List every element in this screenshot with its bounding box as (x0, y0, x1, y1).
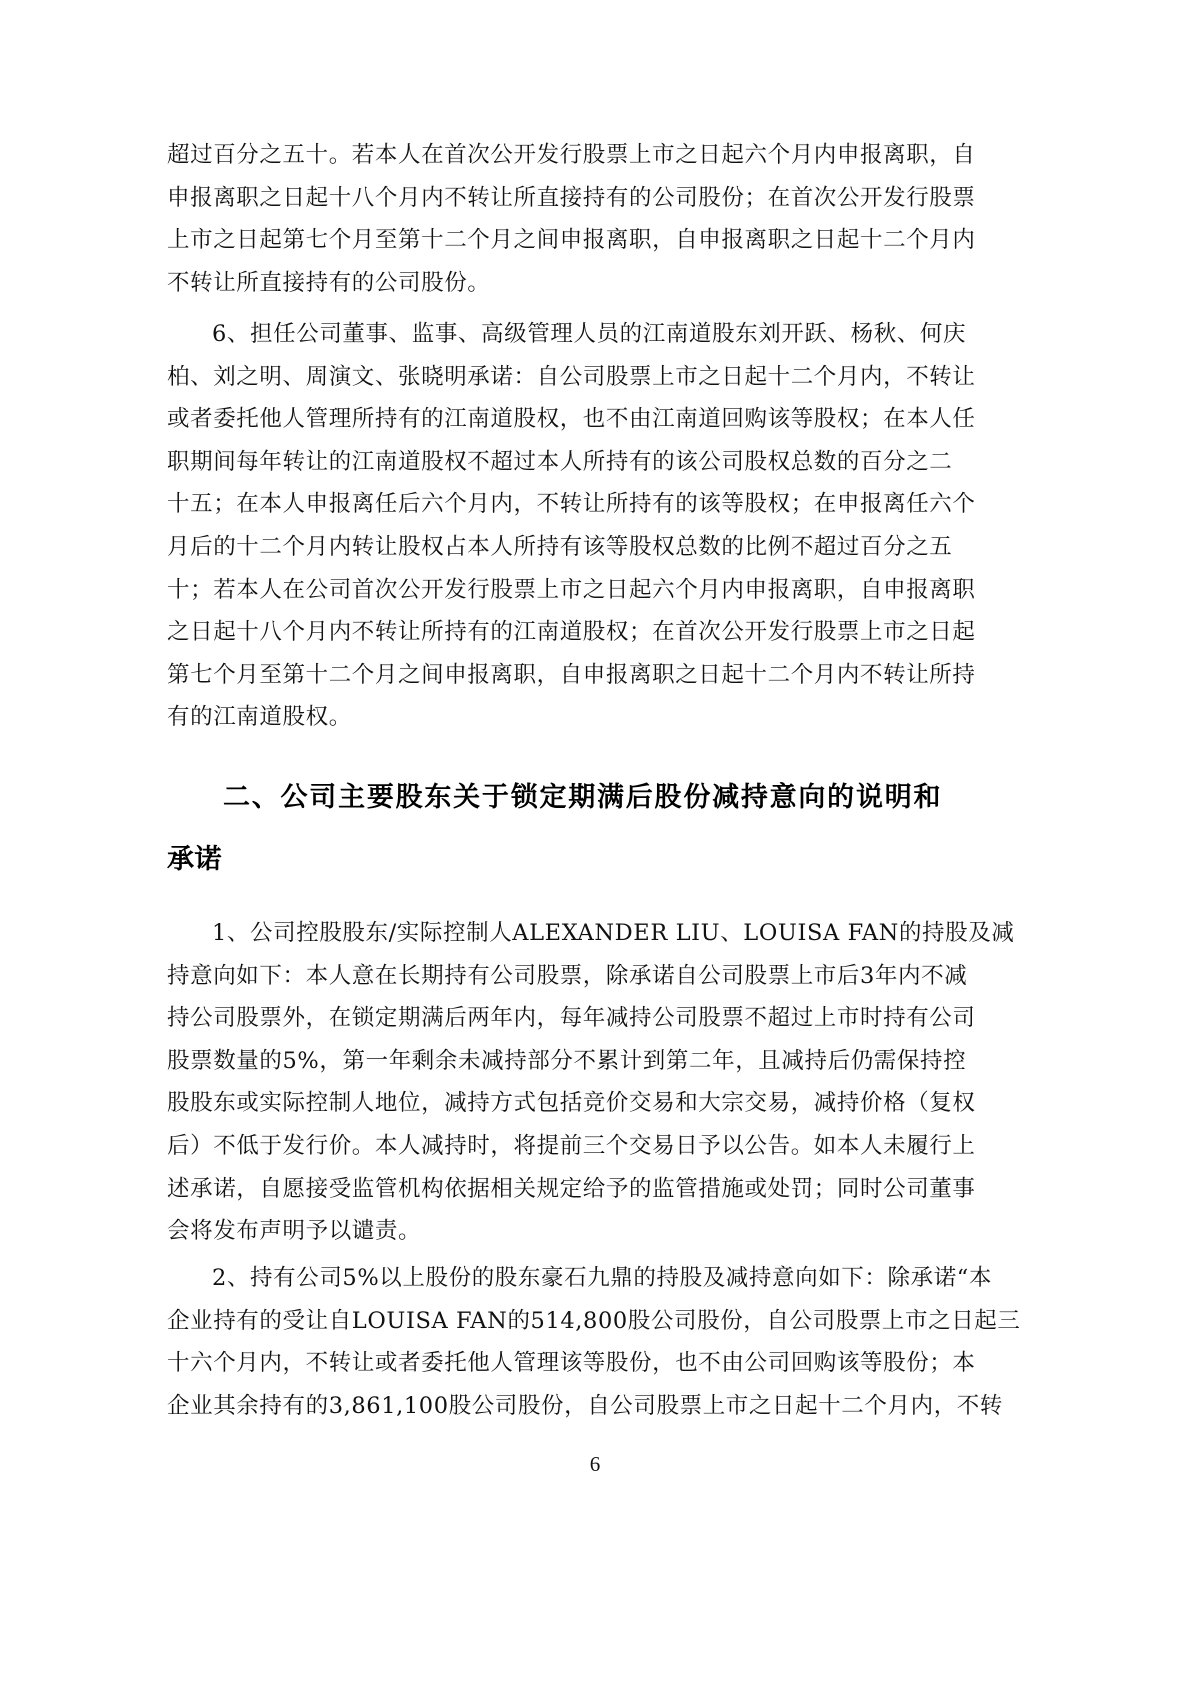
text-line: 企业其余持有的3,861,100股公司股份，自公司股票上市之日起十二个月内，不转 (167, 1392, 1004, 1419)
heading-line: 二、公司主要股东关于锁定期满后股份减持意向的说明和 (223, 782, 941, 813)
text-line: 超过百分之五十。若本人在首次公开发行股票上市之日起六个月内申报离职，自 (167, 142, 976, 168)
text-line: 第七个月至第十二个月之间申报离职，自申报离职之日起十二个月内不转让所持 (167, 661, 976, 688)
text-line: 之日起十八个月内不转让所持有的江南道股权；在首次公开发行股票上市之日起 (167, 619, 976, 646)
paragraph-continuation (167, 134, 976, 304)
text-line: 股股东或实际控制人地位，减持方式包括竞价交易和大宗交易，减持价格（复权 (167, 1090, 976, 1117)
heading-line: 承诺 (167, 844, 222, 875)
text-line: 股票数量的5%，第一年剩余未减持部分不累计到第二年，且减持后仍需保持控 (167, 1047, 967, 1074)
text-line: 持公司股票外，在锁定期满后两年内，每年减持公司股票不超过上市时持有公司 (167, 1005, 976, 1032)
text-line: 十六个月内，不转让或者委托他人管理该等股份，也不由公司回购该等股份；本 (167, 1350, 976, 1377)
page-number: 6 (589, 1452, 601, 1476)
text-line: 6、担任公司董事、监事、高级管理人员的江南道股东刘开跃、杨秋、何庆 (212, 321, 967, 347)
text-line: 申报离职之日起十八个月内不转让所直接持有的公司股份；在首次公开发行股票 (167, 184, 976, 211)
text-line: 持意向如下：本人意在长期持有公司股票，除承诺自公司股票上市后3年内不减 (167, 962, 968, 989)
text-line: 2、持有公司5%以上股份的股东豪石九鼎的持股及减持意向如下：除承诺“本 (212, 1265, 993, 1291)
paragraph-item-1 (167, 912, 1015, 1253)
text-line: 企业持有的受让自LOUISA FAN的514,800股公司股份，自公司股票上市之日起三 (167, 1307, 1021, 1334)
text-line: 月后的十二个月内转让股权占本人所持有该等股权总数的比例不超过百分之五 (167, 533, 953, 560)
text-line: 十；若本人在公司首次公开发行股票上市之日起六个月内申报离职，自申报离职 (167, 576, 976, 603)
text-line: 柏、刘之明、周演文、张晓明承诺：自公司股票上市之日起十二个月内，不转让 (167, 363, 976, 390)
text-line: 十五；在本人申报离任后六个月内，不转让所持有的该等股权；在申报离任六个 (167, 491, 976, 518)
paragraph-item-6 (167, 313, 976, 739)
text-line: 述承诺，自愿接受监管机构依据相关规定给予的监管措施或处罚；同时公司董事 (167, 1175, 976, 1202)
text-line: 1、公司控股股东/实际控制人ALEXANDER LIU、LOUISA FAN的持股及减 (212, 920, 1015, 946)
text-line: 不转让所直接持有的公司股份。 (167, 269, 491, 296)
text-line: 有的江南道股权。 (167, 704, 352, 731)
text-line: 上市之日起第七个月至第十二个月之间申报离职，自申报离职之日起十二个月内 (167, 227, 976, 254)
paragraph-item-2 (167, 1257, 1021, 1427)
text-line: 会将发布声明予以谴责。 (167, 1218, 422, 1245)
text-line: 后）不低于发行价。本人减持时，将提前三个交易日予以公告。如本人未履行上 (167, 1132, 976, 1159)
section-heading (167, 768, 941, 890)
text-line: 职期间每年转让的江南道股权不超过本人所持有的该公司股权总数的百分之二 (167, 448, 953, 475)
text-line: 或者委托他人管理所持有的江南道股权，也不由江南道回购该等股权；在本人任 (167, 406, 976, 433)
